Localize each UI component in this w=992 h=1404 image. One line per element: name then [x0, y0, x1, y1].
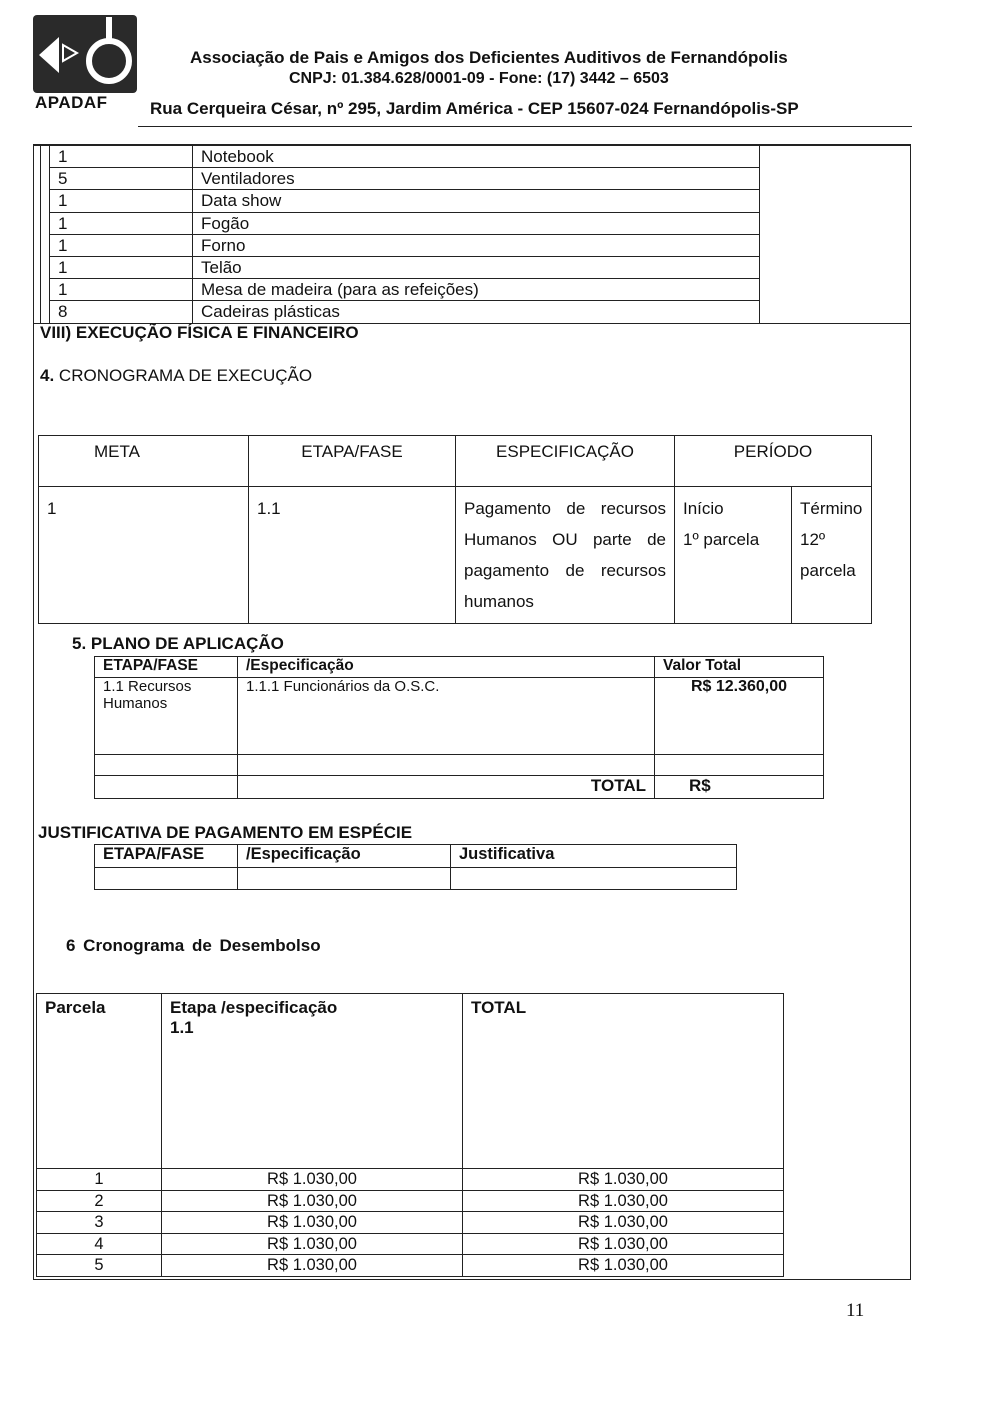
- item-quantity: 8: [50, 301, 193, 323]
- plan-empty-cell: [95, 755, 238, 776]
- desem-total-value: R$ 1.030,00: [463, 1255, 784, 1277]
- org-name: Associação de Pais e Amigos dos Deficientes Auditivos de Fernandópolis: [190, 48, 788, 67]
- desem-etapa-value: R$ 1.030,00: [162, 1190, 463, 1212]
- table-row: [37, 1212, 784, 1234]
- item-quantity: 1: [50, 146, 193, 168]
- plan-empty-cell: [655, 755, 824, 776]
- desem-parcela: 1: [37, 1169, 162, 1191]
- desem-header-parcela: Parcela: [37, 994, 162, 1169]
- plan-header-valor: Valor Total: [655, 657, 824, 678]
- inicio-value: 1º parcela: [683, 530, 760, 549]
- desem-parcela: 4: [37, 1233, 162, 1255]
- item-quantity: 1: [50, 234, 193, 256]
- table-row: [37, 1255, 784, 1277]
- header-especificacao: ESPECIFICAÇÃO: [456, 436, 675, 487]
- desem-header-etapa: [162, 994, 463, 1169]
- plan-total-label: TOTAL: [238, 776, 655, 799]
- row-especificacao: Pagamento de recursos Humanos OU parte de pagamento de recursos humanos: [456, 487, 675, 624]
- plan-empty-cell: [238, 755, 655, 776]
- justification-table: [94, 844, 737, 890]
- execution-schedule-table: [38, 435, 872, 624]
- item-name: Telão: [193, 256, 760, 278]
- item-name: Cadeiras plásticas: [193, 301, 760, 323]
- plan-empty-cell: [95, 776, 238, 799]
- table-row: [50, 168, 760, 190]
- item-name: Data show: [193, 190, 760, 212]
- plan-header-etapa: ETAPA/FASE: [95, 657, 238, 678]
- item-name: Ventiladores: [193, 168, 760, 190]
- justification-title: JUSTIFICATIVA DE PAGAMENTO EM ESPÉCIE: [38, 823, 413, 842]
- desem-parcela: 5: [37, 1255, 162, 1277]
- table-row: [37, 1233, 784, 1255]
- just-header-especificacao: /Especificação: [238, 845, 451, 868]
- table-row: [50, 212, 760, 234]
- desem-etapa-value: R$ 1.030,00: [162, 1212, 463, 1234]
- section-8-title: VIII) EXECUÇÃO FÍSICA E FINANCEIRO: [40, 323, 359, 342]
- section-4-title: 4. CRONOGRAMA DE EXECUÇÃO: [40, 366, 313, 385]
- plan-row-valor: R$ 12.360,00: [655, 678, 824, 755]
- desem-header-total: TOTAL: [463, 994, 784, 1169]
- cnpj-phone: CNPJ: 01.384.628/0001-09 - Fone: (17) 3442 – 6503: [289, 70, 669, 87]
- page-number: 11: [846, 1300, 865, 1321]
- equipment-table: [49, 145, 760, 324]
- item-quantity: 1: [50, 256, 193, 278]
- just-empty-cell: [451, 868, 737, 890]
- item-name: Notebook: [193, 146, 760, 168]
- row-etapa: 1.1: [249, 487, 456, 624]
- desem-etapa-value: R$ 1.030,00: [162, 1169, 463, 1191]
- item-name: Fogão: [193, 212, 760, 234]
- just-header-etapa: ETAPA/FASE: [95, 845, 238, 868]
- table-row: [50, 256, 760, 278]
- table-row: [50, 190, 760, 212]
- plan-total-value: R$: [655, 776, 824, 799]
- desem-total-value: R$ 1.030,00: [463, 1169, 784, 1191]
- section-6-title: 6 Cronograma de Desembolso: [66, 936, 321, 955]
- apadaf-logo: [33, 15, 137, 93]
- logo-ear-icon: [33, 15, 137, 93]
- row-meta: 1: [39, 487, 249, 624]
- desem-parcela: 2: [37, 1190, 162, 1212]
- org-address: Rua Cerqueira César, nº 295, Jardim América - CEP 15607-024 Fernandópolis-SP: [150, 99, 799, 118]
- table-row: [50, 301, 760, 323]
- plan-row-etapa: 1.1 Recursos Humanos: [95, 678, 238, 755]
- header-etapa: ETAPA/FASE: [249, 436, 456, 487]
- header-periodo: PERÍODO: [675, 436, 872, 487]
- section-5-title: 5. PLANO DE APLICAÇÃO: [72, 634, 284, 653]
- section-4-title-text: CRONOGRAMA DE EXECUÇÃO: [58, 366, 313, 385]
- row-inicio: [675, 487, 792, 624]
- header-meta: META: [39, 436, 249, 487]
- just-empty-cell: [238, 868, 451, 890]
- application-plan-table: [94, 656, 824, 799]
- header-rule: [138, 126, 912, 127]
- plan-row-especificacao: 1.1.1 Funcionários da O.S.C.: [238, 678, 655, 755]
- just-header-justificativa: Justificativa: [451, 845, 737, 868]
- disbursement-table: [36, 993, 784, 1277]
- table-row: [50, 279, 760, 301]
- inicio-label: Início: [683, 499, 724, 518]
- row-termino: [792, 487, 872, 624]
- item-name: Forno: [193, 234, 760, 256]
- item-quantity: 1: [50, 190, 193, 212]
- desem-etapa-value: R$ 1.030,00: [162, 1233, 463, 1255]
- just-empty-cell: [95, 868, 238, 890]
- termino-value: 12º parcela: [800, 530, 856, 580]
- table-row: [50, 234, 760, 256]
- desem-header-etapa-sub: 1.1: [170, 1018, 194, 1037]
- table-row: [37, 1190, 784, 1212]
- termino-label: Término: [800, 499, 863, 518]
- table-row: [50, 146, 760, 168]
- table-row: [37, 1169, 784, 1191]
- desem-etapa-value: R$ 1.030,00: [162, 1255, 463, 1277]
- item-quantity: 1: [50, 212, 193, 234]
- item-quantity: 5: [50, 168, 193, 190]
- desem-total-value: R$ 1.030,00: [463, 1190, 784, 1212]
- item-name: Mesa de madeira (para as refeições): [193, 279, 760, 301]
- frame-inner-line: [40, 144, 41, 324]
- desem-total-value: R$ 1.030,00: [463, 1212, 784, 1234]
- item-quantity: 1: [50, 279, 193, 301]
- desem-header-etapa-label: Etapa /especificação: [170, 998, 338, 1017]
- logo-text: APADAF: [35, 93, 108, 112]
- desem-total-value: R$ 1.030,00: [463, 1233, 784, 1255]
- desem-parcela: 3: [37, 1212, 162, 1234]
- plan-header-especificacao: /Especificação: [238, 657, 655, 678]
